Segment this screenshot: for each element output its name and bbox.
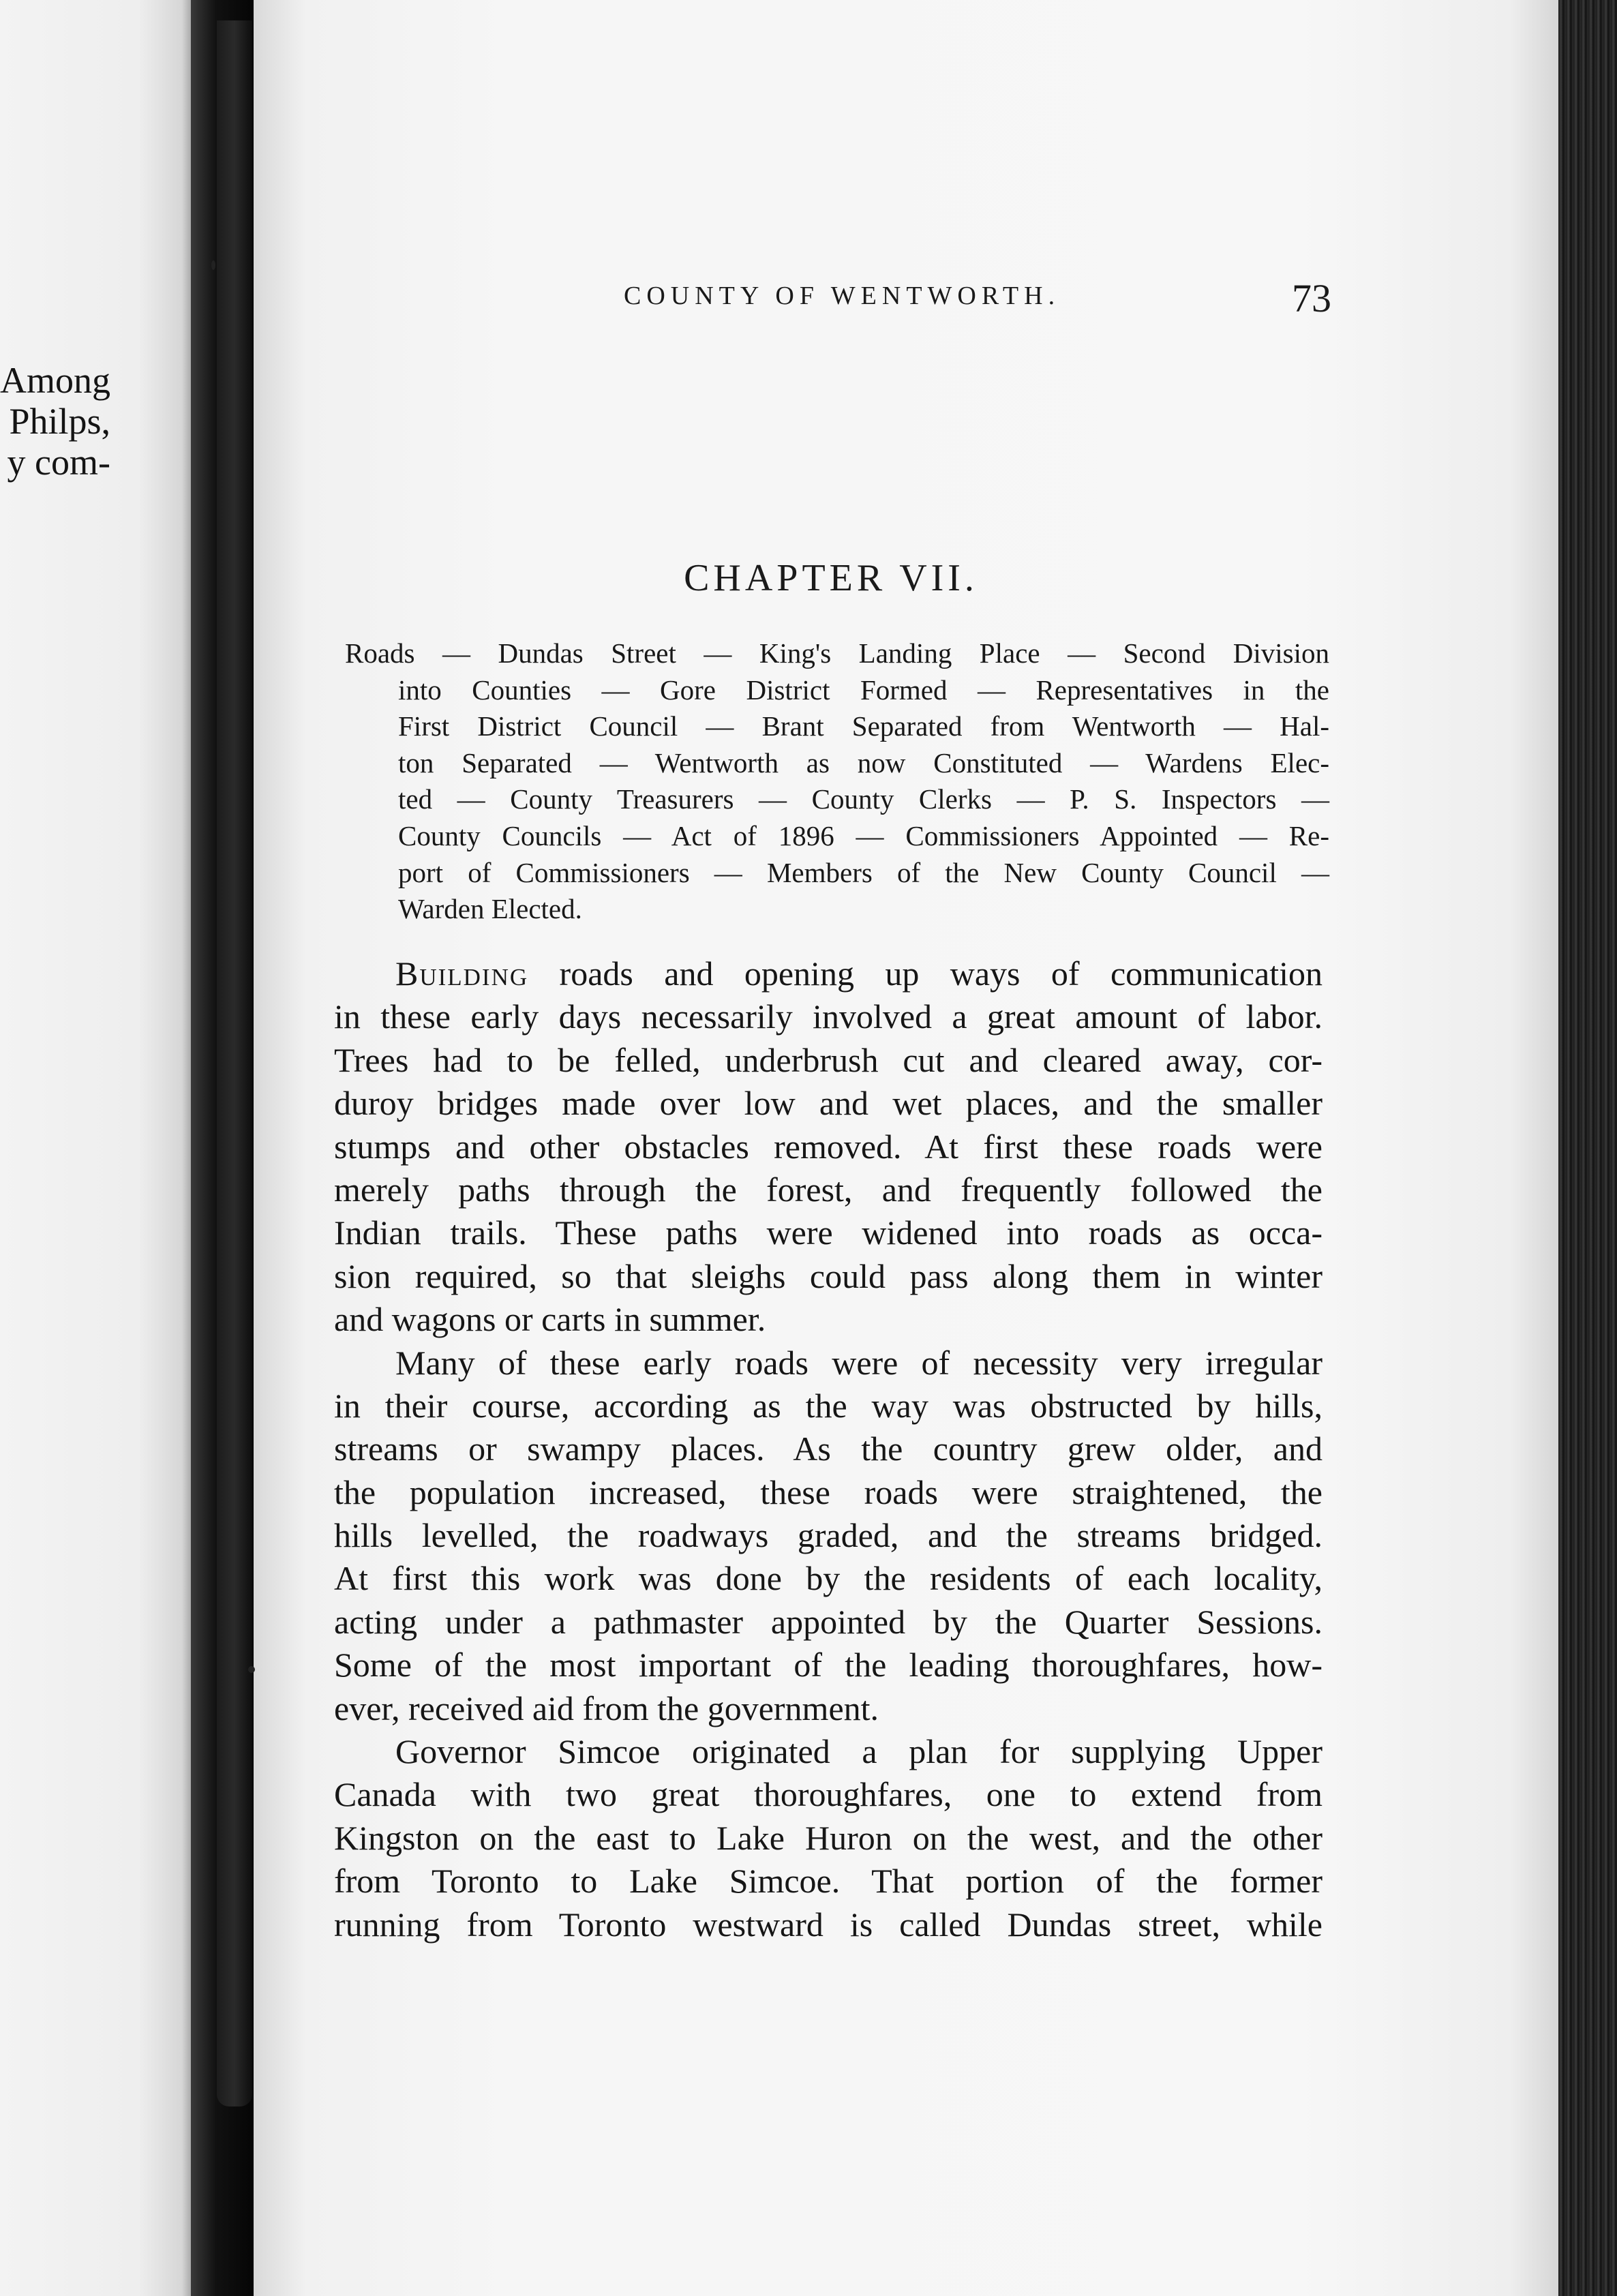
running-head: COUNTY OF WENTWORTH.	[624, 282, 1061, 310]
left-page-line: Among	[0, 360, 110, 401]
synopsis-line: into Counties — Gore District Formed — Representatives in the	[398, 674, 1329, 706]
left-page-line: y com-	[7, 442, 110, 483]
page-number: 73	[1292, 276, 1331, 320]
body-line: Trees had to be felled, underbrush cut and cleared away, cor-	[334, 1040, 1323, 1079]
body-line: from Toronto to Lake Simcoe. That portion of the former	[334, 1862, 1323, 1901]
chapter-title: CHAPTER VII.	[684, 557, 978, 599]
synopsis-line: ton Separated — Wentworth as now Constituted — Wardens Elec-	[398, 746, 1329, 779]
synopsis-line: County Councils — Act of 1896 — Commissioners Appointed — Re-	[398, 819, 1329, 851]
left-page-text	[0, 360, 198, 483]
synopsis-line: Roads — Dundas Street — King's Landing Place — Second Division	[345, 637, 1329, 669]
body-line: streams or swampy places. As the country grew older, and	[334, 1430, 1323, 1468]
book-spine-shadow	[217, 20, 252, 2106]
page-edges	[1558, 0, 1617, 2296]
left-facing-page	[0, 0, 198, 2296]
body-line: in these early days necessarily involved a great amount of labor.	[334, 997, 1323, 1036]
body-line: Canada with two great thoroughfares, one to extend from	[334, 1775, 1323, 1814]
body-line: duroy bridges made over low and wet places, and the smaller	[334, 1084, 1323, 1123]
body-line: running from Toronto westward is called Dundas street, while	[334, 1905, 1323, 1944]
left-page-line: Philps,	[9, 401, 110, 442]
body-line: Some of the most important of the leading thoroughfares, how-	[334, 1646, 1323, 1685]
body-line-text: roads and opening up ways of communication	[528, 954, 1323, 993]
body-line: sion required, so that sleighs could pass along them in winter	[334, 1256, 1323, 1295]
chapter-synopsis	[345, 635, 1329, 928]
body-text	[334, 952, 1323, 1946]
synopsis-line: ted — County Treasurers — County Clerks — P. S. Inspectors —	[398, 783, 1329, 815]
body-line: Governor Simcoe originated a plan for supplying Upper	[395, 1732, 1323, 1771]
body-line: Indian trails. These paths were widened into roads as occa-	[334, 1213, 1323, 1252]
body-line: At first this work was done by the residents of each locality,	[334, 1559, 1323, 1598]
drop-word: Building	[395, 954, 529, 993]
page-speck	[211, 260, 215, 270]
synopsis-line: Warden Elected.	[398, 893, 582, 925]
body-line: hills levelled, the roadways graded, and the streams bridged.	[334, 1516, 1323, 1555]
body-line: in their course, according as the way was obstructed by hills,	[334, 1386, 1323, 1425]
body-line: ever, received aid from the government.	[334, 1689, 879, 1727]
body-line: the population increased, these roads were straightened, the	[334, 1472, 1323, 1511]
body-line: Kingston on the east to Lake Huron on the west, and the other	[334, 1818, 1323, 1857]
synopsis-line: First District Council — Brant Separated from Wentworth — Hal-	[398, 710, 1329, 742]
body-line: and wagons or carts in summer.	[334, 1300, 766, 1339]
body-line: acting under a pathmaster appointed by the Quarter Sessions.	[334, 1602, 1323, 1641]
body-line: stumps and other obstacles removed. At first these roads were	[334, 1127, 1323, 1166]
body-line: Many of these early roads were of necessity very irregular	[395, 1343, 1323, 1382]
synopsis-line: port of Commissioners — Members of the New County Council —	[398, 856, 1329, 888]
page-speck	[248, 1666, 255, 1673]
body-line	[334, 952, 1323, 995]
body-line: merely paths through the forest, and frequently followed the	[334, 1170, 1323, 1209]
